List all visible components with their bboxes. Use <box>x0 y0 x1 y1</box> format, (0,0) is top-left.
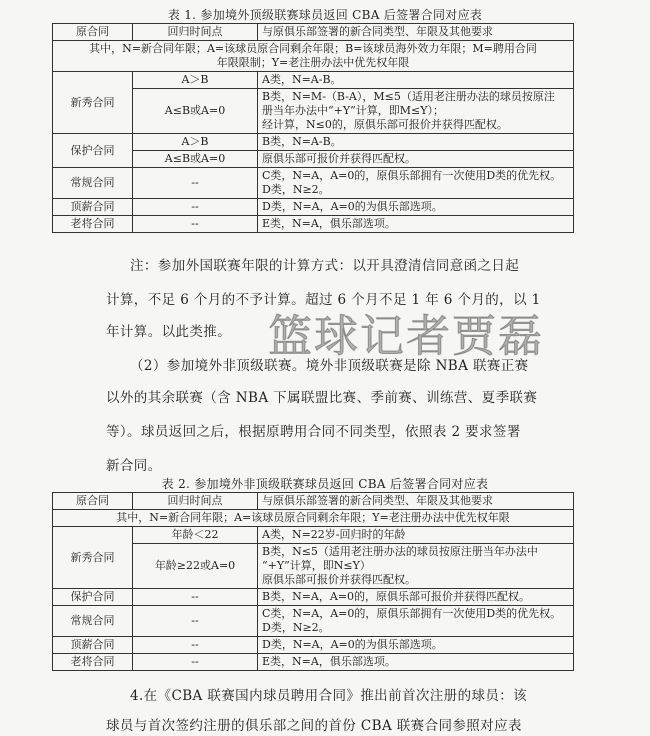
header-return-time: 回归时间点 <box>133 493 258 510</box>
section-paragraph-line: （2）参加境外非顶级联赛。境外非顶级联赛是除 NBA 联赛正赛 <box>130 358 529 374</box>
requirement-line: D类，N≥2。 <box>262 183 330 196</box>
table-row <box>53 216 574 233</box>
note-line: 年限限制；Y=老注册办法中优先权年限 <box>216 56 410 69</box>
return-time-cell: A≤B或A=0 <box>133 89 258 134</box>
section-paragraph-line: 以外的其余联赛（含 NBA 下属联盟比赛、季前赛、训练营、夏季联赛 <box>106 390 538 406</box>
table-row <box>53 637 574 654</box>
regular-contract-label: 常规合同 <box>53 606 133 637</box>
table-row <box>53 527 574 544</box>
requirement-cell: 原俱乐部可报价并获得匹配权。 <box>258 151 574 168</box>
table2-header-row <box>53 493 574 510</box>
table1-header-row <box>53 24 574 41</box>
header-return-time: 回归时间点 <box>133 24 258 41</box>
requirement-line: C类，N=A，A=0的，原俱乐部拥有一次使用D类的优先权。 <box>262 169 562 182</box>
section-paragraph-line: 4.在《CBA 联赛国内球员聘用合同》推出前首次注册的球员：该 <box>130 688 528 704</box>
return-time-cell: -- <box>133 606 258 637</box>
header-new-contract: 与原俱乐部签署的新合同类型、年限及其他要求 <box>258 493 574 510</box>
note-paragraph-line: 注：参加外国联赛年限的计算方式：以开具澄清信同意函之日起 <box>130 258 520 274</box>
watermark: 篮球记者贾磊 <box>268 311 544 362</box>
table2-note-row <box>53 510 574 527</box>
table-row <box>53 654 574 671</box>
requirement-line: 经计算，N≤0的，原俱乐部可报价并获得匹配权。 <box>262 118 508 131</box>
requirement-cell <box>258 606 574 637</box>
table-row <box>53 199 574 216</box>
table1-caption: 表 1. 参加境外顶级联赛球员返回 CBA 后签署合同对应表 <box>167 8 483 22</box>
requirement-cell <box>258 544 574 589</box>
return-time-cell: 年龄＜22 <box>133 527 258 544</box>
requirement-cell: B类，N=A，A=0的，原俱乐部可报价并获得匹配权。 <box>258 589 574 606</box>
section-paragraph-line: 新合同。 <box>106 458 162 474</box>
table2 <box>52 492 574 671</box>
header-new-contract: 与原俱乐部签署的新合同类型、年限及其他要求 <box>258 24 574 41</box>
table-row <box>53 72 574 89</box>
requirement-cell: E类，N=A，俱乐部选项。 <box>258 654 574 671</box>
requirement-cell <box>258 89 574 134</box>
table-row <box>53 134 574 151</box>
header-original-contract: 原合同 <box>53 493 133 510</box>
return-time-cell: -- <box>133 637 258 654</box>
section-paragraph-line: 球员与首次签约注册的俱乐部之间的首份 CBA 联赛合同参照对应表 <box>106 718 522 734</box>
rookie-contract-label: 新秀合同 <box>53 72 133 134</box>
requirement-cell: A类，N=22岁-回归时的年龄 <box>258 527 574 544</box>
requirement-line: D类，N≥2。 <box>262 621 330 634</box>
top-salary-contract-label: 顶薪合同 <box>53 199 133 216</box>
return-time-cell: 年龄≥22或A=0 <box>133 544 258 589</box>
return-time-cell: -- <box>133 199 258 216</box>
return-time-cell: A＞B <box>133 72 258 89</box>
requirement-cell: B类，N=A-B。 <box>258 134 574 151</box>
return-time-cell: A≤B或A=0 <box>133 151 258 168</box>
requirement-cell: D类，N=A，A=0的为俱乐部选项。 <box>258 199 574 216</box>
note-line: 其中，N=新合同年限；A=该球员原合同剩余年限；B=该球员海外效力年限；M=聘用合同 <box>89 42 537 55</box>
requirement-line: C类，N=A，A=0的，原俱乐部拥有一次使用D类的优先权。 <box>262 607 562 620</box>
note-paragraph-line: 年计算。以此类推。 <box>106 324 232 340</box>
top-salary-contract-label: 顶薪合同 <box>53 637 133 654</box>
table-row <box>53 606 574 637</box>
table1 <box>52 23 574 233</box>
requirement-cell: D类，N=A，A=0的为俱乐部选项。 <box>258 637 574 654</box>
requirement-line: B类，N≤5（适用老注册办法的球员按原注册当年办法中 <box>262 545 538 558</box>
protect-contract-label: 保护合同 <box>53 134 133 168</box>
requirement-cell <box>258 168 574 199</box>
section-paragraph-line: 等）。球员返回之后，根据原聘用合同不同类型，依照表 2 要求签署 <box>106 424 521 440</box>
protect-contract-label: 保护合同 <box>53 589 133 606</box>
return-time-cell: -- <box>133 654 258 671</box>
note-paragraph-line: 计算，不足 6 个月的不予计算。超过 6 个月不足 1 年 6 个月的，以 1 <box>106 292 541 308</box>
requirement-line: “+Y”计算，即N≤Y） <box>262 559 371 572</box>
requirement-line: 册当年办法中“+Y”计算，即M≤Y）； <box>262 104 444 117</box>
header-original-contract: 原合同 <box>53 24 133 41</box>
table2-note: 其中，N=新合同年限；A=该球员原合同剩余年限；Y=老注册办法中优先权年限 <box>53 510 574 527</box>
veteran-contract-label: 老将合同 <box>53 654 133 671</box>
requirement-line: 原俱乐部可报价并获得匹配权。 <box>262 573 416 586</box>
return-time-cell: -- <box>133 589 258 606</box>
table2-caption: 表 2. 参加境外非顶级联赛球员返回 CBA 后签署合同对应表 <box>161 477 489 491</box>
return-time-cell: A＞B <box>133 134 258 151</box>
requirement-line: B类，N=M-（B-A），M≤5（适用老注册办法的球员按原注 <box>262 90 555 103</box>
return-time-cell: -- <box>133 168 258 199</box>
rookie-contract-label: 新秀合同 <box>53 527 133 589</box>
table1-note <box>53 41 574 72</box>
table1-note-row <box>53 41 574 72</box>
table-row <box>53 589 574 606</box>
regular-contract-label: 常规合同 <box>53 168 133 199</box>
requirement-cell: A类，N=A-B。 <box>258 72 574 89</box>
table-row <box>53 168 574 199</box>
return-time-cell: -- <box>133 216 258 233</box>
veteran-contract-label: 老将合同 <box>53 216 133 233</box>
requirement-cell: E类，N=A，俱乐部选项。 <box>258 216 574 233</box>
